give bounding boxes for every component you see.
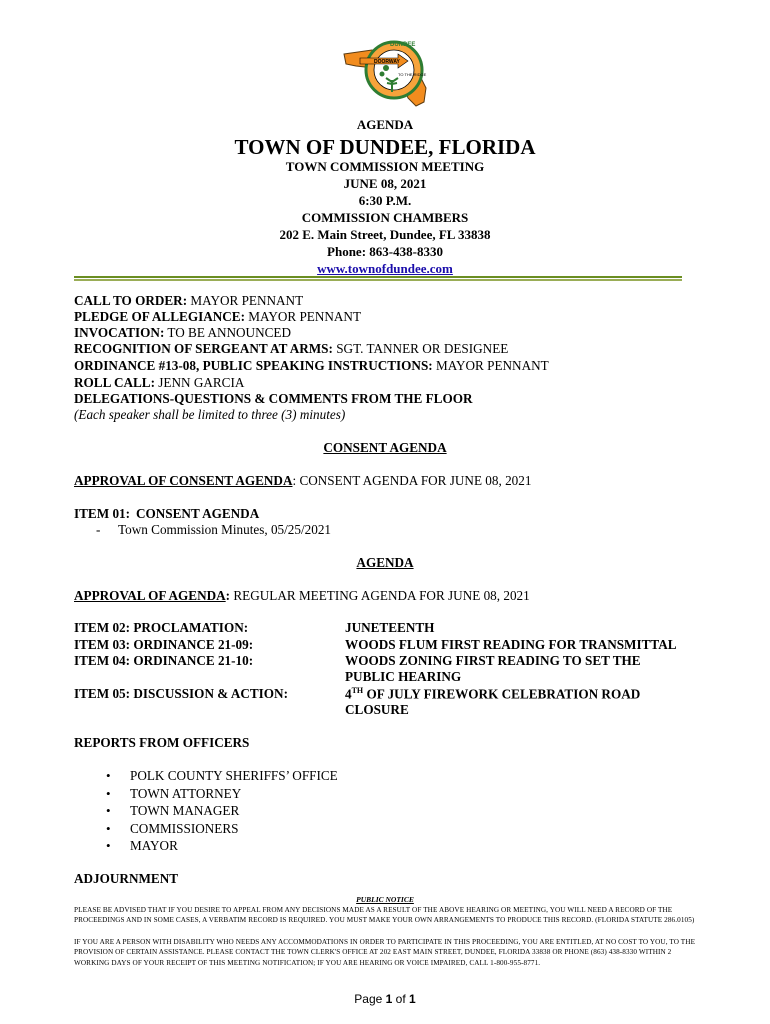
sub-item-minutes: Town Commission Minutes, 05/25/2021 <box>118 522 332 537</box>
call-to-order-line: CALL TO ORDER: MAYOR PENNANT <box>74 293 304 308</box>
agenda-approval-line: APPROVAL OF AGENDA: REGULAR MEETING AGENDA FOR JUNE 08, 2021 <box>74 588 530 603</box>
header-divider <box>74 276 682 282</box>
item-02-label: ITEM 02: PROCLAMATION: <box>74 620 249 635</box>
sergeant-line: RECOGNITION OF SERGEANT AT ARMS: SGT. TANNER OR DESIGNEE <box>74 341 509 356</box>
pledge-line: PLEDGE OF ALLEGIANCE: MAYOR PENNANT <box>74 309 361 324</box>
agenda-heading: AGENDA <box>356 555 414 570</box>
logo-arrow-text: DOORWAY <box>374 59 400 65</box>
meeting-date: JUNE 08, 2021 <box>343 176 427 191</box>
item-05-label: ITEM 05: DISCUSSION & ACTION: <box>74 686 288 701</box>
report-item: POLK COUNTY SHERIFFS’ OFFICE <box>130 768 338 783</box>
bullet: • <box>106 838 111 853</box>
item-05-desc-cont: CLOSURE <box>345 702 409 717</box>
website-link[interactable]: www.townofdundee.com <box>317 261 453 276</box>
consent-approval-line: APPROVAL OF CONSENT AGENDA: CONSENT AGENDA FOR JUNE 08, 2021 <box>74 473 532 488</box>
item-04-label: ITEM 04: ORDINANCE 21-10: <box>74 653 254 668</box>
item-05-desc: 4TH OF JULY FIREWORK CELEBRATION ROAD <box>345 686 641 702</box>
meeting-phone: Phone: 863-438-8330 <box>327 244 443 259</box>
adjournment-heading: ADJOURNMENT <box>74 871 179 886</box>
meeting-type: TOWN COMMISSION MEETING <box>285 159 485 174</box>
logo-top-text: DUNDEE <box>390 42 416 48</box>
sub-item-dash: - <box>96 522 101 537</box>
bullet: • <box>106 821 111 836</box>
item-02-desc: JUNETEENTH <box>345 620 435 635</box>
item-03-label: ITEM 03: ORDINANCE 21-09: <box>74 637 254 652</box>
item-03-desc: WOODS FLUM FIRST READING FOR TRANSMITTAL <box>345 637 677 652</box>
roll-call-line: ROLL CALL: JENN GARCIA <box>74 375 245 390</box>
reports-heading: REPORTS FROM OFFICERS <box>74 735 250 750</box>
meeting-time: 6:30 P.M. <box>358 193 412 208</box>
delegations-line: DELEGATIONS-QUESTIONS & COMMENTS FROM THE FLOOR <box>74 391 473 406</box>
report-item: MAYOR <box>130 838 178 853</box>
report-item: TOWN MANAGER <box>130 803 240 818</box>
ordinance-instructions-line: ORDINANCE #13-08, PUBLIC SPEAKING INSTRUCTIONS: MAYOR PENNANT <box>74 358 549 373</box>
item-04-desc-cont: PUBLIC HEARING <box>345 669 462 684</box>
item-01-title: CONSENT AGENDA <box>136 506 260 521</box>
item-04-desc: WOODS ZONING FIRST READING TO SET THE <box>345 653 641 668</box>
invocation-line: INVOCATION: TO BE ANNOUNCED <box>74 325 291 340</box>
public-notice-disability: IF YOU ARE A PERSON WITH DISABILITY WHO NEEDS ANY ACCOMMODATIONS IN ORDER TO PARTICIPATE IN THIS PROCEEDING, YOU ARE ENTITLED, AT NO COST TO YOU, TO THE PROVISION OF CERTAIN ASSISTANCE. PLEASE CONTACT THE TOWN CLERK'S OFFICE AT 202 EAST MAIN STREET, DUNDEE, FLORIDA 33838 OR PHONE (863) 438-8330 WITHIN 2 WORKING DAYS OF YOUR RECEIPT OF THIS MEETING NOTIFICATION; IF YOU ARE HEARING OR VOICE IMPAIRED, CALL 1-800-955-8771. <box>74 938 696 967</box>
speaker-note: (Each speaker shall be limited to three (3) minutes) <box>74 407 346 422</box>
agenda-label: AGENDA <box>356 117 414 132</box>
logo-sub-text: TO THE RIDGE <box>398 72 427 77</box>
page-number: Page 1 of 1 <box>354 992 416 1006</box>
public-notice-heading: PUBLIC NOTICE <box>356 895 414 904</box>
public-notice-appeal: PLEASE BE ADVISED THAT IF YOU DESIRE TO APPEAL FROM ANY DECISIONS MADE AS A RESULT OF THE ABOVE HEARING OR MEETING, YOU WILL NEED A RECORD OF THE PROCEEDINGS AND IN SOME CASES, A VERBATIM RECORD IS REQUIRED. YOU MUST MAKE YOUR OWN ARRANGEMENTS TO PRODUCE THIS RECORD. (FLORIDA STATUTE 286.0105) <box>74 906 695 925</box>
bullet: • <box>106 803 111 818</box>
report-item: COMMISSIONERS <box>130 821 239 836</box>
meeting-address: 202 E. Main Street, Dundee, FL 33838 <box>279 227 491 242</box>
consent-heading: CONSENT AGENDA <box>323 440 447 455</box>
bullet: • <box>106 786 111 801</box>
bullet: • <box>106 768 111 783</box>
item-01-number: ITEM 01: <box>74 506 131 521</box>
town-title: TOWN OF DUNDEE, FLORIDA <box>234 135 536 159</box>
report-item: TOWN ATTORNEY <box>130 786 242 801</box>
meeting-location: COMMISSION CHAMBERS <box>301 210 469 225</box>
town-of-dundee-seal-icon <box>338 28 434 112</box>
